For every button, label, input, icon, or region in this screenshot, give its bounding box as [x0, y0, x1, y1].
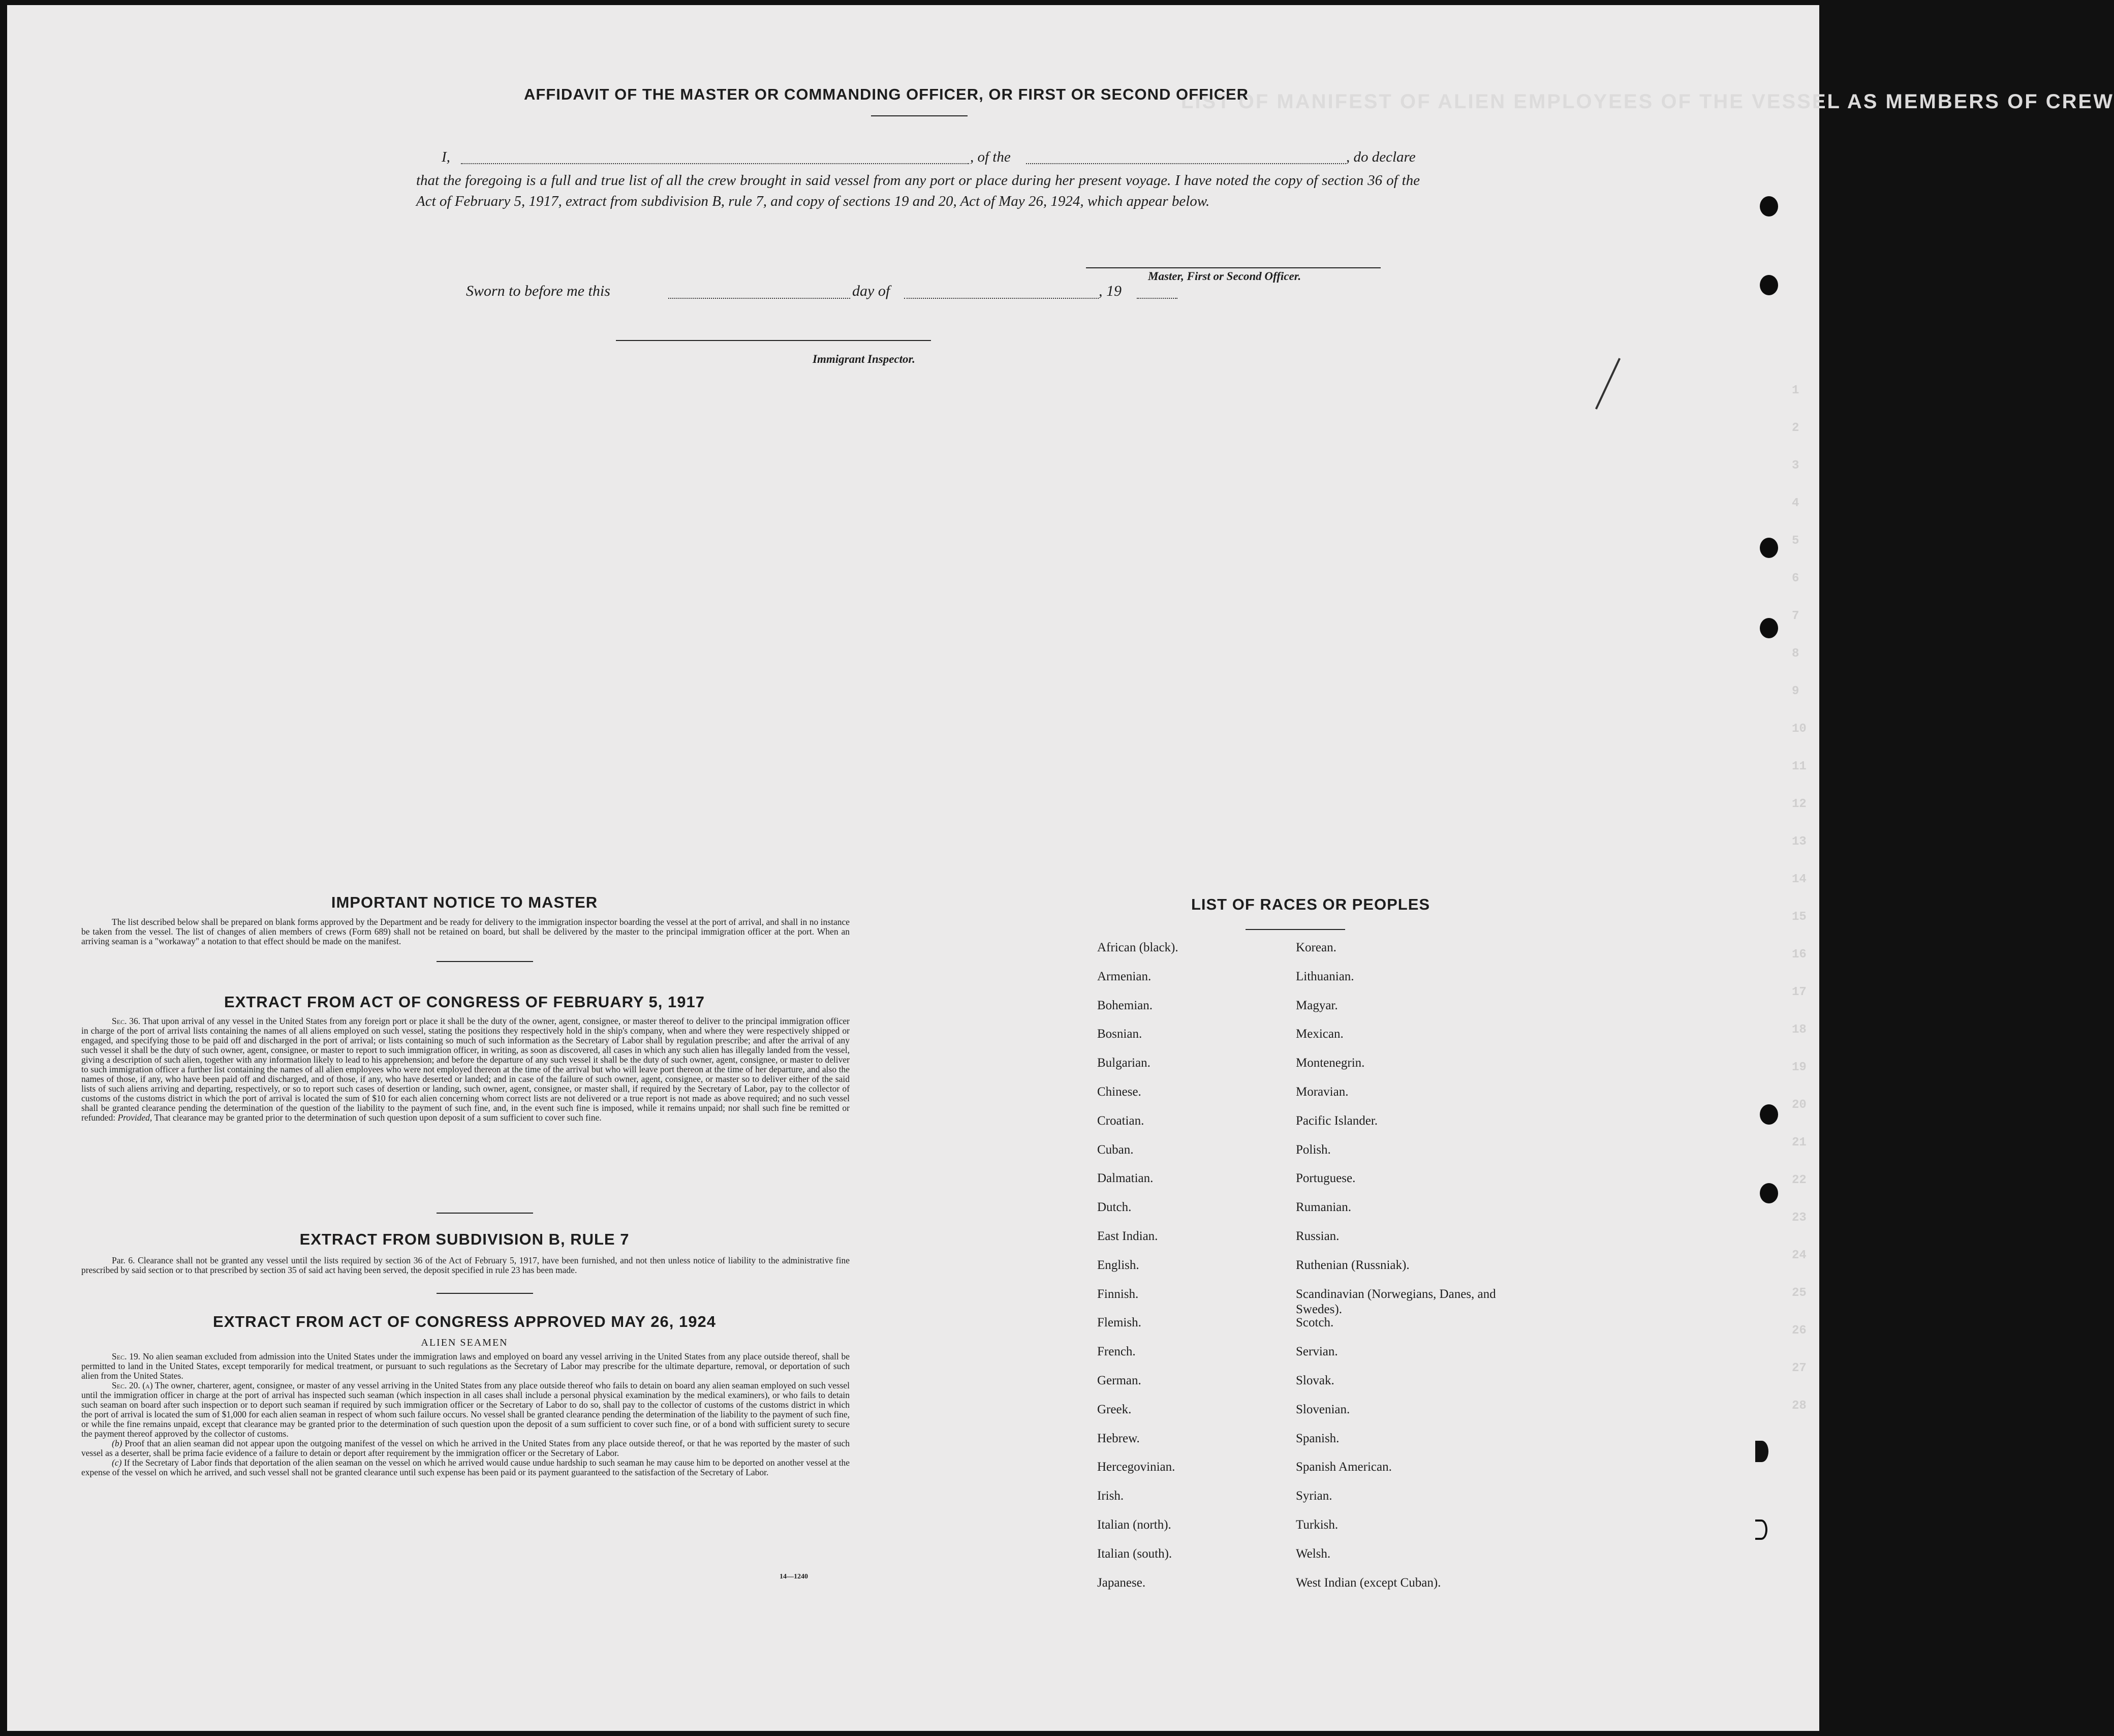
vessel-blank-line [1026, 163, 1346, 164]
race-item: Moravian. [1296, 1084, 1349, 1099]
section-20a-body: The owner, charterer, agent, consignee, or master of any vessel arriving in the United States from any place outside thereof who fails to detain on board any alien seaman employed on such vessel until the immigration officer in charge at the port of arrival has inspected such seaman (which inspection in all cases shall include a personal physical examination by the medical examiners), or who fails to detain such seaman on board after such inspection or to deport such seaman if required by such immigration officer or the Secretary of Labor to do so, shall pay to the collector of customs of the customs district in which the port of arrival is located the sum of $1,000 for each alien seaman in respect of whom such failure occurs. No vessel shall be granted clearance pending the determination of the liability to the payment of such fine, or while the fine remains unpaid, except that clearance may be granted prior to the determination of such question upon the deposit of a sum sufficient to cover such fine, or of a bond with sufficient surety to secure the payment thereof approved by the collector of customs. [81, 1380, 850, 1439]
year-label: , 19 [1099, 283, 1122, 299]
race-item: Slovak. [1296, 1373, 1334, 1387]
race-item: Hebrew. [1097, 1431, 1140, 1445]
bleed-row-number: 1 [1792, 384, 1799, 397]
race-item: Turkish. [1296, 1517, 1339, 1532]
name-blank-line [461, 163, 969, 164]
section-20c-body: If the Secretary of Labor finds that deportation of the alien seaman on the vessel on which he arrived would cause undue hardship to such seaman he may cause him to be deported on another vessel at the expense of the vessel on which he arrived, and such vessel shall not be granted clearance until such expense has been paid or its payment guaranteed to the satisfaction of the Secretary of Labor. [81, 1458, 850, 1477]
race-item: English. [1097, 1258, 1139, 1272]
signature-label: Master, First or Second Officer. [1148, 270, 1301, 283]
binder-hole-half [1755, 1520, 1767, 1540]
divider [437, 1213, 533, 1214]
bleed-row-number: 24 [1792, 1249, 1807, 1262]
races-column-1 [1097, 940, 1290, 1604]
divider [437, 961, 533, 962]
bleed-row-number: 12 [1792, 797, 1807, 811]
section-20b-label: (b) [112, 1438, 122, 1448]
section-20b-body: Proof that an alien seaman did not appear upon the outgoing manifest of the vessel on which he arrived in the United States from any place outside thereof, or that he was reported by the master of such vessel as a deserter, shall be prima facie evidence of a failure to detain or deport after requirement by the immigration officer or the Secretary of Labor. [81, 1438, 850, 1458]
bleed-row-number: 22 [1792, 1173, 1807, 1187]
race-item: Mexican. [1296, 1027, 1344, 1041]
race-item: Chinese. [1097, 1084, 1141, 1099]
binder-hole [1760, 196, 1778, 216]
section-20b-paragraph [81, 1439, 850, 1458]
race-item: Magyar. [1296, 998, 1338, 1012]
race-item: Dutch. [1097, 1200, 1132, 1215]
race-item: Portuguese. [1296, 1171, 1356, 1186]
race-item: Croatian. [1097, 1113, 1144, 1128]
year-blank [1137, 298, 1177, 299]
race-item: Scotch. [1296, 1316, 1334, 1330]
race-item: African (black). [1097, 941, 1178, 954]
bleed-row-number: 27 [1792, 1361, 1807, 1375]
race-item: German. [1097, 1373, 1141, 1387]
binder-hole [1760, 275, 1778, 295]
race-item: Syrian. [1296, 1489, 1332, 1503]
proviso-label: Provided, [117, 1112, 152, 1123]
affidavit-body: that the foregoing is a full and true list of all the crew brought in said vessel from any port or place during her present voyage. I have noted the copy of section 36 of the Act of February 5, 1917, extract from subdivision B, rule 7, and copy of sections 19 and 20, Act of May 26, 1924, which appear below. [416, 172, 1420, 209]
alien-seamen-subtitle: ALIEN SEAMEN [421, 1337, 508, 1348]
notice-text: The list described below shall be prepared on blank forms approved by the Department and be ready for delivery to the immigration inspector boarding the vessel at the port of arrival, and shall in no instance be taken from the vessel. The list of changes of alien members of crews (Form 689) shall not be retained on board, but shall be delivered by the master to the principal immigration officer at the port. When an arriving seaman is a "workaway" a notation to that effect should be made on the manifest. [81, 917, 850, 946]
bleed-row-number: 21 [1792, 1136, 1807, 1150]
race-item: Bosnian. [1097, 1027, 1142, 1041]
race-item: French. [1097, 1345, 1136, 1359]
extract-1917-title [78, 993, 851, 1011]
race-item: Bulgarian. [1097, 1056, 1151, 1070]
race-item: Montenegrin. [1296, 1056, 1365, 1070]
race-item: Hercegovinian. [1097, 1460, 1175, 1474]
bleed-row-number: 28 [1792, 1399, 1807, 1413]
sworn-label: Sworn to before me this [466, 283, 610, 299]
binder-hole [1760, 618, 1778, 638]
race-item: Flemish. [1097, 1316, 1141, 1330]
bleed-row-number: 26 [1792, 1324, 1807, 1338]
rule-7-text: Par. 6. Clearance shall not be granted any vessel until the lists required by section 36 of the Act of February 5, 1917, have been furnished, and not then unless notice of liability to the administrative fine prescribed by said section or to that prescribed by section 35 of said act having been served, the deposit specified in rule 23 has been made. [81, 1255, 850, 1275]
bleed-row-number: 2 [1792, 421, 1799, 435]
divider [437, 1293, 533, 1294]
pen-mark [1595, 358, 1621, 409]
bleed-row-number: 14 [1792, 873, 1807, 886]
race-item: Scandinavian (Norwegians, Danes, and Swedes). [1296, 1287, 1496, 1316]
race-item: Japanese. [1097, 1575, 1146, 1590]
race-item: West Indian (except Cuban). [1296, 1575, 1441, 1590]
section-36-label: Sec. 36. [112, 1016, 141, 1026]
signature-line [1086, 267, 1381, 268]
race-item: Spanish. [1296, 1431, 1340, 1445]
bleed-row-number: 18 [1792, 1023, 1807, 1037]
section-20a-paragraph [81, 1381, 850, 1439]
sworn-date-blank [668, 298, 850, 299]
affidavit-of-the-label: , of the [970, 149, 1011, 165]
race-item: Bohemian. [1097, 998, 1153, 1012]
divider [871, 115, 968, 116]
race-item: Pacific Islander. [1296, 1113, 1378, 1128]
race-item: Lithuanian. [1296, 969, 1354, 983]
month-blank [904, 298, 1099, 299]
races-title: LIST OF RACES OR PEOPLES [1191, 895, 1431, 913]
race-item: Greek. [1097, 1402, 1132, 1416]
bleed-row-number: 10 [1792, 722, 1807, 736]
race-item: Irish. [1097, 1489, 1124, 1503]
bleed-row-number: 11 [1792, 760, 1807, 773]
affidavit-line-1 [416, 149, 1420, 169]
section-36-text [81, 1016, 850, 1123]
race-item: Ruthenian (Russniak). [1296, 1258, 1410, 1272]
bleed-row-number: 17 [1792, 985, 1807, 999]
inspector-signature-line [616, 340, 931, 341]
section-19-20-text [81, 1352, 850, 1477]
bleed-row-number: 15 [1792, 910, 1807, 924]
bleed-row-number: 8 [1792, 647, 1799, 661]
bleed-row-number: 16 [1792, 948, 1807, 962]
bleed-row-number: 25 [1792, 1286, 1807, 1300]
bleed-row-number: 3 [1792, 459, 1799, 473]
race-item: Finnish. [1097, 1287, 1139, 1301]
section-36-end: That clearance may be granted prior to the determination of such question upon deposit of a sum sufficient to cover such fine. [154, 1112, 602, 1123]
bleed-row-number: 19 [1792, 1061, 1807, 1074]
section-19-body: No alien seaman excluded from admission into the United States under the immigration laws and employed on board any vessel arriving in the United States from any place outside thereof, shall be permitted to land in the United States, except temporarily for medical treatment, or pursuant to such regulations as the Secretary of Labor may prescribe for the ultimate departure, removal, or deportation of such alien from the United States. [81, 1351, 850, 1381]
bleed-through-header: LIST OF MANIFEST OF ALIEN EMPLOYEES OF THE VESSEL AS MEMBERS OF CREW [1181, 90, 2114, 113]
races-column-2 [1296, 940, 1519, 1604]
race-item: Armenian. [1097, 969, 1152, 983]
extract-1917-title-text: EXTRACT FROM ACT OF CONGRESS OF FEBRUARY 5, 1917 [224, 993, 705, 1011]
rule-7-title: EXTRACT FROM SUBDIVISION B, RULE 7 [299, 1230, 630, 1248]
bleed-row-number: 5 [1792, 534, 1799, 548]
section-36-body: That upon arrival of any vessel in the United States from any foreign port or place it shall be the duty of the owner, agent, consignee, or master thereof to deliver to the principal immigration officer in charge of the port of arrival lists containing the names of all aliens employed on such vessel, stating the positions they respectively hold in the ship's company, when and where they were respectively shipped or engaged, and specifying those to be paid off and discharged in the port of arrival; or lists containing so much of such information as the Secretary of Labor shall by regulation prescribe; and after the arrival of any such vessel it shall be the duty of such owner, agent, consignee, or master to report to such immigration officer, in writing, as soon as discovered, all cases in which any such alien has illegally landed from the vessel, giving a description of such alien, together with any information likely to lead to his apprehension; and before the departure of any such vessel it shall be the duty of such owner, agent, consignee, or master to deliver to such immigration officer a further list containing the names of all alien employees who were not employed thereon at the time of the arrival but who will leave port thereon at the time of her departure, and also the names of those, if any, who have been paid off and discharged, and of those, if any, who have deserted or landed; and in case of the failure of such owner, agent, consignee, or master so to deliver either of the said lists of such aliens arriving and departing, respectively, or so to report such cases of desertion or landing, such owner, agent, consignee, or master shall, if required by the Secretary of Labor, pay to the collector of customs of the customs district in which the port of arrival is located the sum of $10 for each alien concerning whom correct lists are not delivered or a true report is not made as above required; and no such vessel shall be granted clearance pending the determination of the question of the liability to the payment of such fine, and, in the event such fine is imposed, while it remains unpaid; nor shall such fine be remitted or refunded: [81, 1016, 850, 1123]
binder-hole [1760, 1183, 1778, 1203]
bleed-row-number: 23 [1792, 1211, 1807, 1225]
section-19-label: Sec. 19. [112, 1351, 141, 1361]
affidavit-title: AFFIDAVIT OF THE MASTER OR COMMANDING OFFICER, OR FIRST OR SECOND OFFICER [523, 85, 1249, 103]
bleed-row-number: 20 [1792, 1098, 1807, 1112]
section-19-paragraph [81, 1352, 850, 1381]
binder-hole-half [1755, 1441, 1768, 1462]
day-of-label: day of [852, 283, 890, 299]
bleed-row-number: 7 [1792, 609, 1799, 623]
form-number: 14—1240 [780, 1573, 808, 1580]
document-page [7, 5, 2114, 1731]
race-item: Rumanian. [1296, 1200, 1352, 1215]
binder-hole [1760, 1104, 1778, 1125]
race-item: Russian. [1296, 1229, 1340, 1243]
extract-1924-title: EXTRACT FROM ACT OF CONGRESS APPROVED MAY 26, 1924 [213, 1313, 716, 1330]
race-item: Dalmatian. [1097, 1171, 1154, 1186]
race-item: Servian. [1296, 1345, 1338, 1359]
sworn-line [466, 283, 1177, 305]
section-20c-paragraph [81, 1458, 850, 1477]
bleed-row-number: 6 [1792, 572, 1799, 585]
notice-title: IMPORTANT NOTICE TO MASTER [331, 893, 598, 911]
bleed-row-number: 9 [1792, 685, 1799, 698]
race-item: Italian (south). [1097, 1546, 1172, 1561]
bleed-row-number: 13 [1792, 835, 1807, 849]
race-item: Korean. [1296, 941, 1336, 954]
race-item: East Indian. [1097, 1229, 1158, 1243]
section-20c-label: (c) [112, 1458, 122, 1468]
race-item: Cuban. [1097, 1142, 1134, 1157]
affidavit-i-label: I, [442, 149, 450, 165]
divider [1246, 929, 1345, 930]
affidavit-declare-label: , do declare [1346, 149, 1416, 165]
section-20a-label: Sec. 20. (a) [112, 1380, 153, 1390]
binder-hole [1760, 538, 1778, 558]
race-item: Slovenian. [1296, 1402, 1350, 1416]
race-item: Spanish American. [1296, 1460, 1392, 1474]
inspector-label: Immigrant Inspector. [813, 353, 915, 365]
race-item: Italian (north). [1097, 1517, 1171, 1532]
race-item: Welsh. [1296, 1546, 1331, 1561]
bleed-row-number: 4 [1792, 497, 1799, 510]
race-item: Polish. [1296, 1142, 1331, 1157]
